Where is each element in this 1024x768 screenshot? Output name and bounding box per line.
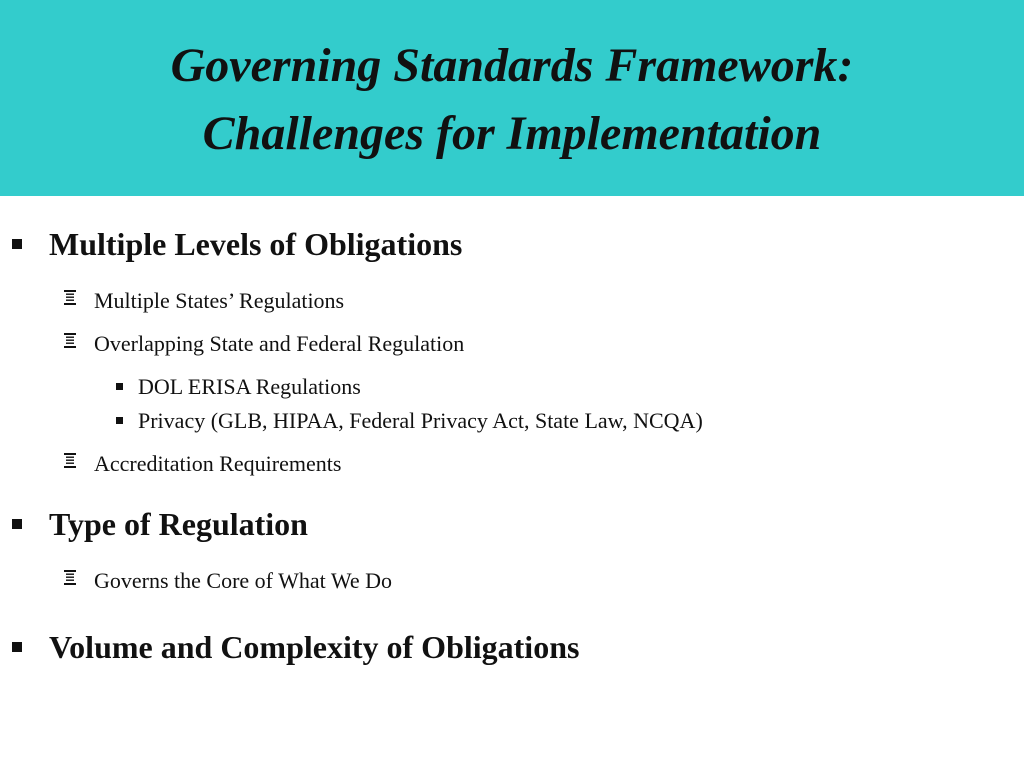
stacked-lines-bullet-icon	[64, 333, 76, 349]
small-square-bullet-icon	[116, 383, 123, 390]
bullet-label: Multiple Levels of Obligations	[49, 226, 463, 262]
slide-title-line-2: Challenges for Implementation	[202, 107, 822, 160]
slide-title-line-1: Governing Standards Framework:	[170, 39, 854, 92]
title-band	[0, 0, 1024, 196]
square-bullet-icon	[12, 519, 22, 529]
square-bullet-icon	[12, 642, 22, 652]
stacked-lines-bullet-icon	[64, 453, 76, 469]
square-bullet-icon	[12, 239, 22, 249]
small-square-bullet-icon	[116, 417, 123, 424]
sub-bullet-label: Governs the Core of What We Do	[94, 568, 393, 593]
stacked-lines-bullet-icon	[64, 290, 76, 306]
bullet-label: Volume and Complexity of Obligations	[49, 629, 580, 665]
sub-bullet-label: Multiple States’ Regulations	[94, 288, 345, 313]
sub-bullet-label: Overlapping State and Federal Regulation	[94, 331, 465, 356]
stacked-lines-bullet-icon	[64, 570, 76, 586]
sub-sub-bullet-label: DOL ERISA Regulations	[138, 374, 361, 399]
bullet-label: Type of Regulation	[49, 506, 308, 542]
sub-bullet-label: Accreditation Requirements	[94, 451, 342, 476]
sub-sub-bullet-label: Privacy (GLB, HIPAA, Federal Privacy Act, State Law, NCQA)	[138, 408, 703, 433]
